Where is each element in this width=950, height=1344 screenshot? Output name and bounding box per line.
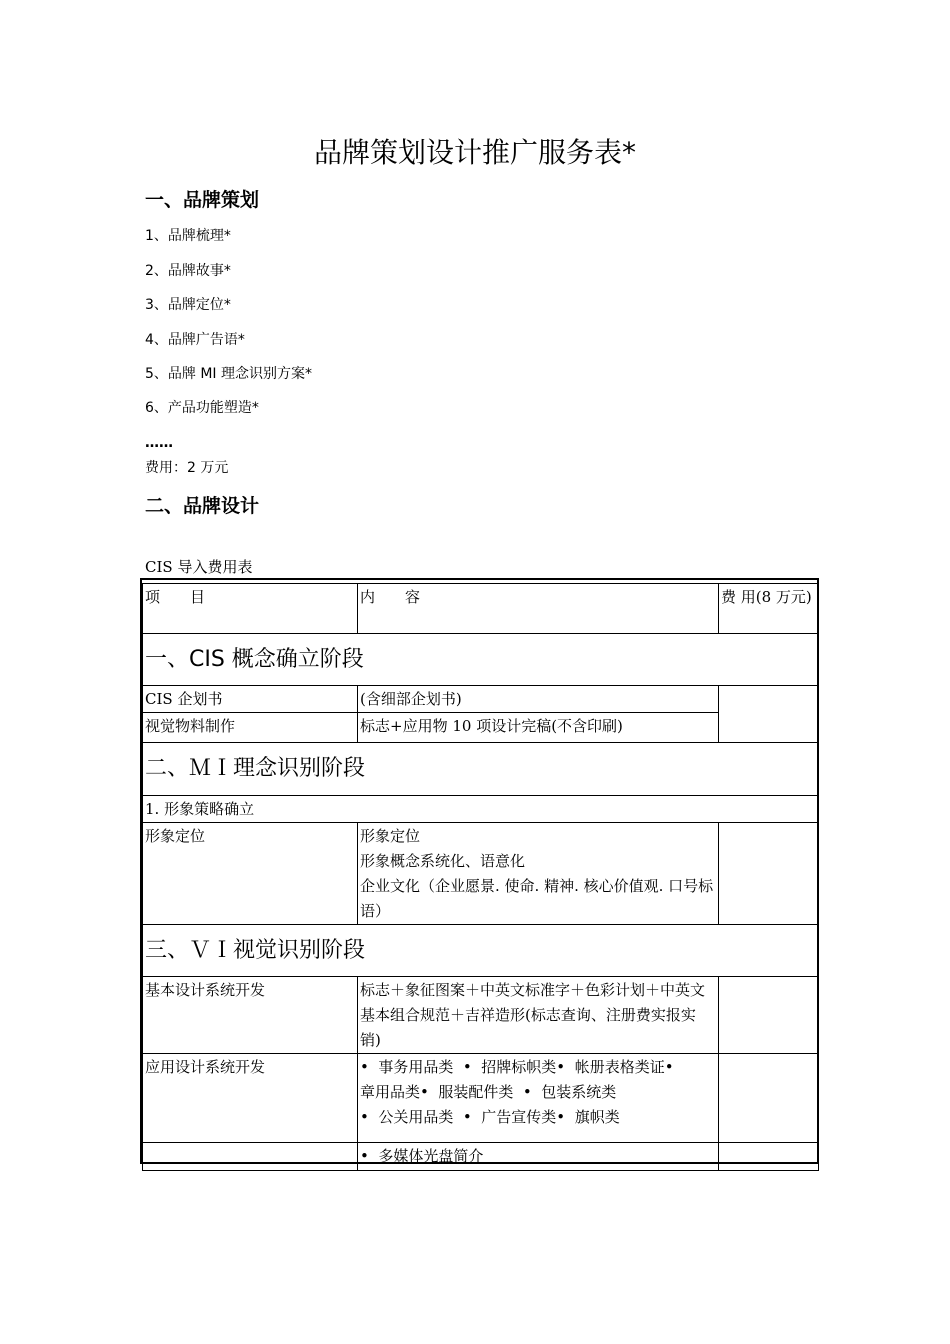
cis-fee-table [142,583,819,1171]
stage-row [143,634,819,686]
content-line: 章用品类• 服装配件类 • 包装系统类 [360,1083,617,1101]
content-cell: 标志＋象征图案＋中英文标准字＋色彩计划＋中英文基本组合规范＋吉祥造形(标志查询、注册费实报实销) [358,977,719,1054]
table-row [143,713,819,743]
table-header-row [143,584,819,634]
content-cell: (含细部企划书) [358,686,719,713]
fee-cell [719,1143,819,1171]
list-item: 5、品牌 MI 理念识别方案* [145,366,313,382]
stage-title: 三、ＶＩ视觉识别阶段 [143,925,819,977]
stage-row [143,925,819,977]
content-line: 形象概念系统化、语意化 [360,852,526,870]
content-line: • 事务用品类 • 招牌标帜类• 帐册表格类证• [360,1058,674,1076]
item-cell: CIS 企划书 [143,686,358,713]
table-row [143,823,819,925]
content-cell [358,1054,719,1143]
item-cell: 视觉物料制作 [143,713,358,743]
content-cell [358,823,719,925]
fee-cell [719,823,819,925]
list-item: 6、产品功能塑造* [145,400,259,416]
fee-cell [719,686,819,743]
section-heading-brand-design: 二、品牌设计 [145,495,260,517]
subheading-cell: 1. 形象策略确立 [143,796,819,823]
fee-cell [719,1054,819,1143]
subheading-row [143,796,819,823]
item-cell [143,1143,358,1171]
table-row [143,1143,819,1171]
stage-title: 二、ＭＩ理念识别阶段 [143,743,819,796]
item-cell: 应用设计系统开发 [143,1054,358,1143]
fee-cell [719,977,819,1054]
header-item: 项 目 [143,584,358,634]
stage-title: 一、CIS 概念确立阶段 [143,634,819,686]
section-heading-brand-planning: 一、品牌策划 [145,189,260,211]
content-line: 形象定位 [360,827,421,845]
page-title: 品牌策划设计推广服务表* [313,136,636,169]
fee-text: 费用：2 万元 [145,460,229,476]
list-item: 3、品牌定位* [145,297,231,313]
table-row [143,977,819,1054]
content-cell: 标志+应用物 10 项设计完稿(不含印刷) [358,713,719,743]
content-line: • 公关用品类 • 广告宣传类• 旗帜类 [360,1108,620,1126]
header-content: 内 容 [358,584,719,634]
item-cell: 基本设计系统开发 [143,977,358,1054]
ellipsis: …… [145,435,173,451]
table-row [143,686,819,713]
list-item: 2、品牌故事* [145,263,231,279]
content-cell: • 多媒体光盘简介 [358,1143,719,1171]
table-caption: CIS 导入费用表 [145,558,253,576]
stage-row [143,743,819,796]
list-item: 1、品牌梳理* [145,228,231,244]
table-row [143,1054,819,1143]
content-line: 企业文化（企业愿景. 使命. 精神. 核心价值观. 口号标语） [360,877,714,920]
list-item: 4、品牌广告语* [145,332,245,348]
header-fee: 费 用(8 万元) [719,584,819,634]
item-cell: 形象定位 [143,823,358,925]
